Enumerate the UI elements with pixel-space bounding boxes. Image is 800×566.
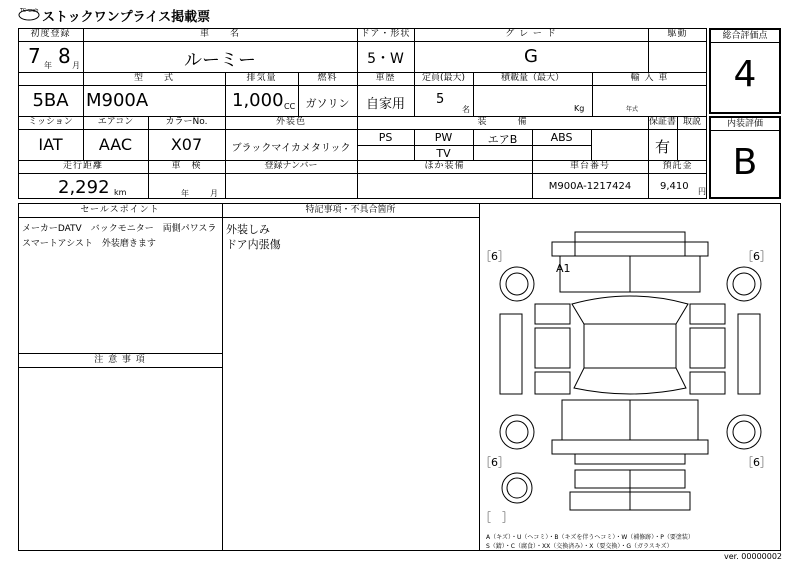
label-door-shape: ドア・形状 [360, 29, 411, 39]
sales-line-1: メーカーDATV バックモニター 両側パワスラ [22, 224, 217, 234]
grade: G [524, 46, 538, 67]
equipment-abs: ABS [550, 131, 573, 144]
sales-line-2: スマートアシスト 外装磨きます [22, 239, 156, 249]
remarks-title: 特記事項・不具合箇所 [305, 205, 396, 215]
version: ver. 00000002 [724, 552, 783, 561]
label-car-name: 車 名 [199, 29, 240, 39]
label-inspection: 車 検 [171, 161, 202, 171]
label-color-no: カラーNo. [165, 117, 208, 127]
tire-rear-right-icon [727, 415, 761, 449]
displacement-unit: CC [284, 102, 296, 111]
label-displacement: 排気量 [246, 73, 277, 83]
page-title: ストックワンプライス掲載票 [42, 10, 211, 25]
warranty: 有 [654, 138, 670, 156]
spare-tire-label: ［ ］ [480, 511, 513, 524]
sales-title: セールスポイント [80, 205, 160, 215]
label-chassis: 車台番号 [569, 161, 610, 171]
first-reg-year: 7 [28, 44, 41, 68]
exterior-color: ブラックマイカメタリック [231, 143, 351, 154]
car-diagram [480, 204, 780, 550]
legend-line-1: A（キズ）・U（ヘコミ）・B（キズを伴うヘコミ）・W（補修跡）・P（要塗装） [486, 534, 694, 541]
label-history: 車歴 [375, 73, 396, 83]
label-other-equipment: ほか装備 [424, 161, 465, 171]
mileage-unit: km [114, 188, 127, 197]
label-model: 型 式 [133, 73, 174, 83]
first-reg-month: 8 [58, 44, 71, 68]
car-outline-svg [480, 204, 780, 550]
label-grade: グ レ ー ド [505, 29, 557, 39]
door-shape: 5・W [367, 51, 404, 67]
logo [18, 6, 40, 18]
damage-mark-a1: A1 [556, 262, 571, 275]
label-fuel: 燃料 [317, 73, 338, 83]
equipment-pw: PW [434, 131, 453, 144]
label-manual: 取説 [682, 117, 701, 127]
equipment-tv: TV [436, 147, 451, 160]
tire-label-rear-right: ［6］ [742, 456, 771, 469]
label-import: 輸 入 車 [630, 73, 669, 83]
history: 自家用 [365, 97, 405, 112]
first-reg-month-unit: 月 [72, 61, 80, 70]
mileage: 2,292 [58, 177, 110, 198]
notes-title: 注 意 事 項 [94, 355, 146, 365]
label-exterior-color: 外装色 [275, 117, 306, 127]
capacity: 5 [436, 92, 445, 107]
label-first-reg: 初度登録 [30, 29, 71, 39]
legend-line-2: S（錆）・C（腐食）・XX（交換済み）・X（要交換）・G（ガラスキズ） [486, 543, 673, 550]
spare-tire-icon [502, 473, 532, 503]
interior-score-box [709, 116, 781, 199]
tire-label-front-right: ［6］ [742, 250, 771, 263]
recycle-unit: 円 [698, 187, 706, 196]
tire-front-right-icon [727, 267, 761, 301]
equipment-ps: PS [378, 131, 393, 144]
label-plate: 登録ナンバー [264, 161, 318, 171]
remarks-line-2: ドア内張傷 [226, 238, 281, 251]
inspection-month-unit: 月 [210, 189, 218, 198]
label-recycle: 預託金 [662, 161, 693, 171]
model-prefix: 5BA [32, 90, 69, 111]
label-load: 積載量（最大） [500, 73, 564, 83]
interior-score: B [732, 142, 758, 183]
equipment-airbag: エアB [487, 133, 518, 146]
logo-text: TC-web [20, 8, 39, 14]
first-reg-year-unit: 年 [44, 61, 52, 70]
fuel: ガソリン [305, 97, 350, 110]
label-mission: ミッション [28, 117, 73, 127]
overall-score: 4 [733, 54, 757, 95]
overall-score-box [709, 28, 781, 114]
tire-rear-left-icon [500, 415, 534, 449]
aircon: AAC [98, 135, 133, 154]
recycle-fee: 9,410 [660, 181, 689, 192]
label-drive: 駆動 [667, 29, 688, 39]
inspection-year-unit: 年 [181, 189, 189, 198]
model: M900A [86, 90, 149, 111]
capacity-unit: 名 [462, 105, 470, 114]
label-aircon: エアコン [97, 117, 134, 127]
label-equipment: 装 備 [477, 117, 528, 127]
tire-label-front-left: ［6］ [480, 250, 509, 263]
chassis-number: M900A-1217424 [548, 181, 632, 192]
remarks-line-1: 外装しみ [226, 223, 270, 236]
label-warranty: 保証書 [648, 117, 676, 127]
load-unit: Kg [574, 104, 585, 113]
color-no: X07 [170, 135, 203, 154]
import-year-unit: 年式 [626, 106, 639, 113]
mission: IAT [38, 135, 63, 154]
tire-label-rear-left: ［6］ [480, 456, 509, 469]
label-capacity: 定員(最大) [421, 73, 466, 83]
label-mileage: 走行距離 [62, 161, 103, 171]
displacement: 1,000 [232, 90, 284, 111]
label-interior-score: 内装評価 [726, 119, 763, 129]
label-overall-score: 総合評価点 [722, 31, 768, 41]
tire-front-left-icon [500, 267, 534, 301]
car-name: ルーミー [184, 50, 256, 71]
